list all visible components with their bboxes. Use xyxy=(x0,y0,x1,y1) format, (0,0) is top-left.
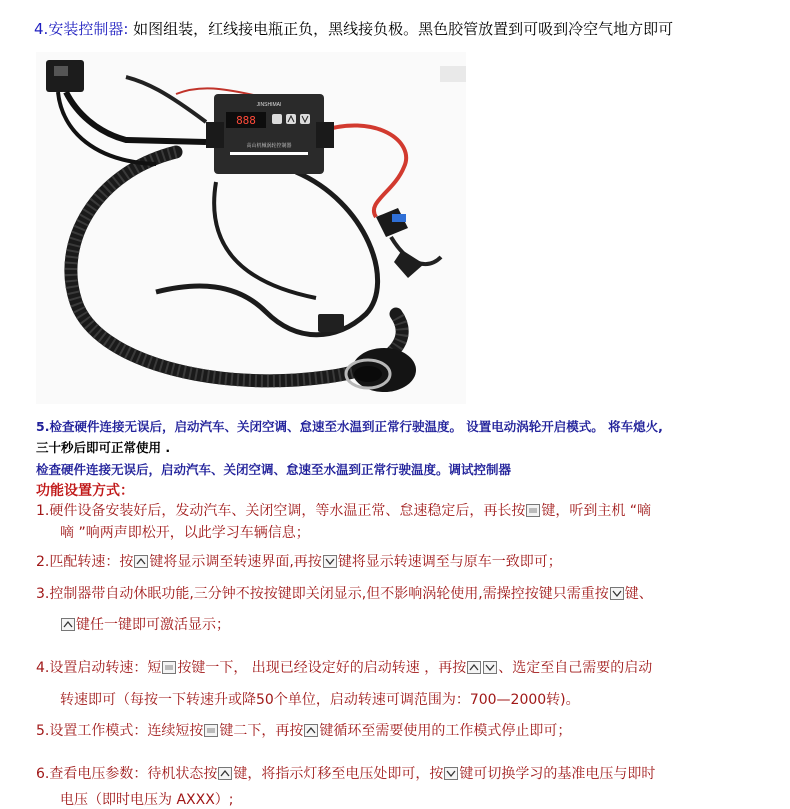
down-key-icon xyxy=(444,767,458,780)
down-key-icon xyxy=(610,587,624,600)
controller-photo xyxy=(36,52,466,404)
step5-line2: 三十秒后即可正常使用 . xyxy=(36,440,171,455)
set-key-icon xyxy=(162,661,176,674)
setting-step-2: 2.匹配转速：按 键将显示调至转速界面,再按 键将显示转速调至与原车一致即可； xyxy=(36,554,562,570)
step4-label: 4.安装控制器: xyxy=(34,20,129,38)
down-key-icon xyxy=(483,661,497,674)
function-settings-title: 功能设置方式： xyxy=(36,483,134,499)
setting-step-1b: 嘀 ”响两声即松开，以此学习车辆信息； xyxy=(60,525,310,541)
setting-step-3a: 3.控制器带自动休眠功能,三分钟不按按键即关闭显示,但不影响涡轮使用,需操控按键只需重按 键、 xyxy=(36,586,653,602)
up-key-icon xyxy=(304,724,318,737)
step5-line3: 检查硬件连接无误后，启动汽车、关闭空调、怠速至水温到正常行驶温度。调试控制器 xyxy=(36,462,512,477)
setting-step-5: 5.设置工作模式：连续短按 键二下，再按 键循环至需要使用的工作模式停止即可； xyxy=(36,723,572,739)
up-key-icon xyxy=(61,618,75,631)
setting-step-4a: 4.设置启动转速：短 按键一下， 出现已经设定好的启动转速 ，再按 、选定至自己需要的启动 xyxy=(36,660,653,676)
up-key-icon xyxy=(218,767,232,780)
step4-heading xyxy=(34,18,673,39)
setting-step-1a: 1.硬件设备安装好后，发动汽车、关闭空调，等水温正常、怠速稳定后，再长按 键，听到主机 “嘀 xyxy=(36,503,652,519)
step4-text: 如图组装，红线接电瓶正负，黑线接负极。黑色胶管放置到可吸到冷空气地方即可 xyxy=(128,20,674,38)
setting-step-6a: 6.查看电压参数：待机状态按 键，将指示灯移至电压处即可，按 键可切换学习的基准电压与即时 xyxy=(36,766,656,782)
device-brand: JINSHIMAI xyxy=(256,102,282,108)
step5-line1: 5.检查硬件连接无误后，启动汽车、关闭空调、怠速至水温到正常行驶温度。 设置电动涡轮开启模式。 将车熄火, xyxy=(36,419,663,434)
set-key-icon xyxy=(204,724,218,737)
up-key-icon xyxy=(134,555,148,568)
up-key-icon xyxy=(467,661,481,674)
svg-text:888: 888 xyxy=(236,114,256,127)
setting-step-3b: 键任一键即可激活显示； xyxy=(60,614,230,634)
setting-step-6b: 电压（即时电压为 AXXX）; xyxy=(60,792,234,808)
set-key-icon xyxy=(526,504,540,517)
device-label: 高山机械涡轮控制器 xyxy=(246,143,292,149)
down-key-icon xyxy=(323,555,337,568)
setting-step-4b: 转速即可（每按一下转速升或降50个单位，启动转速可调范围为：700—2000转)。 xyxy=(60,692,580,708)
